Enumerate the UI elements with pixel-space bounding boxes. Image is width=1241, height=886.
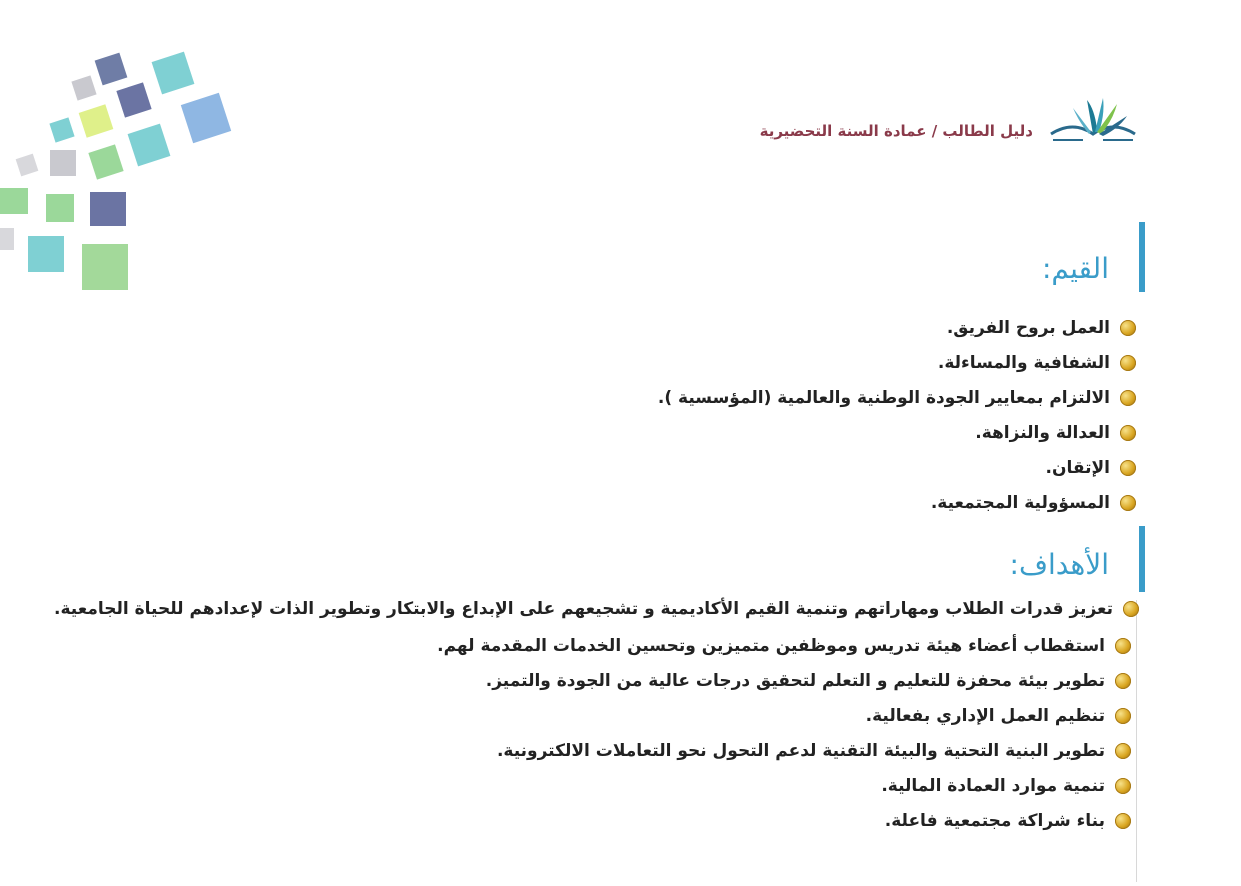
goals-list [29, 590, 1131, 838]
deco-square [152, 52, 195, 95]
deco-square [16, 154, 39, 177]
deco-square [88, 144, 123, 179]
deco-square [181, 93, 231, 143]
deco-square [49, 117, 74, 142]
list-item-text: بناء شراكة مجتمعية فاعلة. [884, 810, 1105, 831]
list-item [29, 590, 1139, 628]
deco-square [82, 244, 128, 290]
deco-square [50, 150, 76, 176]
bullet-icon [1120, 425, 1136, 441]
bullet-icon [1115, 638, 1131, 654]
header-title: دليل الطالب / عمادة السنة التحضيرية [759, 122, 1033, 140]
document-header [760, 90, 1141, 146]
goals-heading: الأهداف: [1009, 548, 1109, 581]
list-item [658, 485, 1136, 520]
list-item-text: تنظيم العمل الإداري بفعالية. [865, 705, 1105, 726]
list-item [658, 345, 1136, 380]
goals-heading-bar [1139, 526, 1145, 592]
values-list [658, 310, 1136, 520]
deco-square [128, 124, 171, 167]
list-item-text: الإتقان. [1045, 457, 1110, 478]
deco-square [116, 82, 151, 117]
bullet-icon [1123, 601, 1139, 617]
list-item-text: تطوير البنية التحتية والبيئة التقنية لدعم التحول نحو التعاملات الالكترونية. [496, 740, 1105, 761]
bullet-icon [1120, 390, 1136, 406]
list-item [29, 768, 1131, 803]
list-item [658, 415, 1136, 450]
deco-square [90, 192, 126, 226]
list-item-text: تطوير بيئة محفزة للتعليم و التعلم لتحقيق درجات عالية من الجودة والتميز. [485, 670, 1105, 691]
list-item-text: الشفافية والمساءلة. [937, 352, 1110, 373]
list-item-text: الالتزام بمعايير الجودة الوطنية والعالمية (المؤسسية ). [657, 387, 1110, 408]
list-item [29, 803, 1131, 838]
list-item-text: استقطاب أعضاء هيئة تدريس وموظفين متميزين وتحسين الخدمات المقدمة لهم. [437, 635, 1105, 656]
deco-square [0, 228, 14, 250]
bullet-icon [1115, 673, 1131, 689]
bullet-icon [1115, 813, 1131, 829]
deco-square [71, 75, 96, 100]
bullet-icon [1120, 460, 1136, 476]
list-item-text: تعزيز قدرات الطلاب ومهاراتهم وتنمية القيم الأكاديمية و تشجيعهم على الإبداع والابتكار وتطوير الذات لإعدادهم للحياة الجامعية. [54, 599, 1113, 619]
values-heading: القيم: [1042, 252, 1109, 285]
bullet-icon [1115, 743, 1131, 759]
bullet-icon [1120, 495, 1136, 511]
deco-square [46, 194, 74, 222]
list-item-text: العدالة والنزاهة. [975, 422, 1110, 443]
book-logo-icon [1043, 90, 1141, 146]
list-item-text: العمل بروح الفريق. [946, 317, 1110, 338]
bullet-icon [1120, 355, 1136, 371]
deco-square [79, 104, 114, 137]
list-item [658, 450, 1136, 485]
list-item [29, 663, 1131, 698]
list-item [658, 310, 1136, 345]
bullet-icon [1120, 320, 1136, 336]
deco-square [95, 53, 128, 86]
list-item-text: تنمية موارد العمادة المالية. [881, 775, 1105, 796]
list-item [29, 698, 1131, 733]
list-item [29, 628, 1131, 663]
bullet-icon [1115, 708, 1131, 724]
divider [1136, 600, 1137, 882]
list-item [29, 733, 1131, 768]
list-item [658, 380, 1136, 415]
bullet-icon [1115, 778, 1131, 794]
list-item-text: المسؤولية المجتمعية. [930, 492, 1110, 513]
values-heading-bar [1139, 222, 1145, 292]
deco-square [28, 236, 64, 272]
deco-square [0, 188, 28, 214]
